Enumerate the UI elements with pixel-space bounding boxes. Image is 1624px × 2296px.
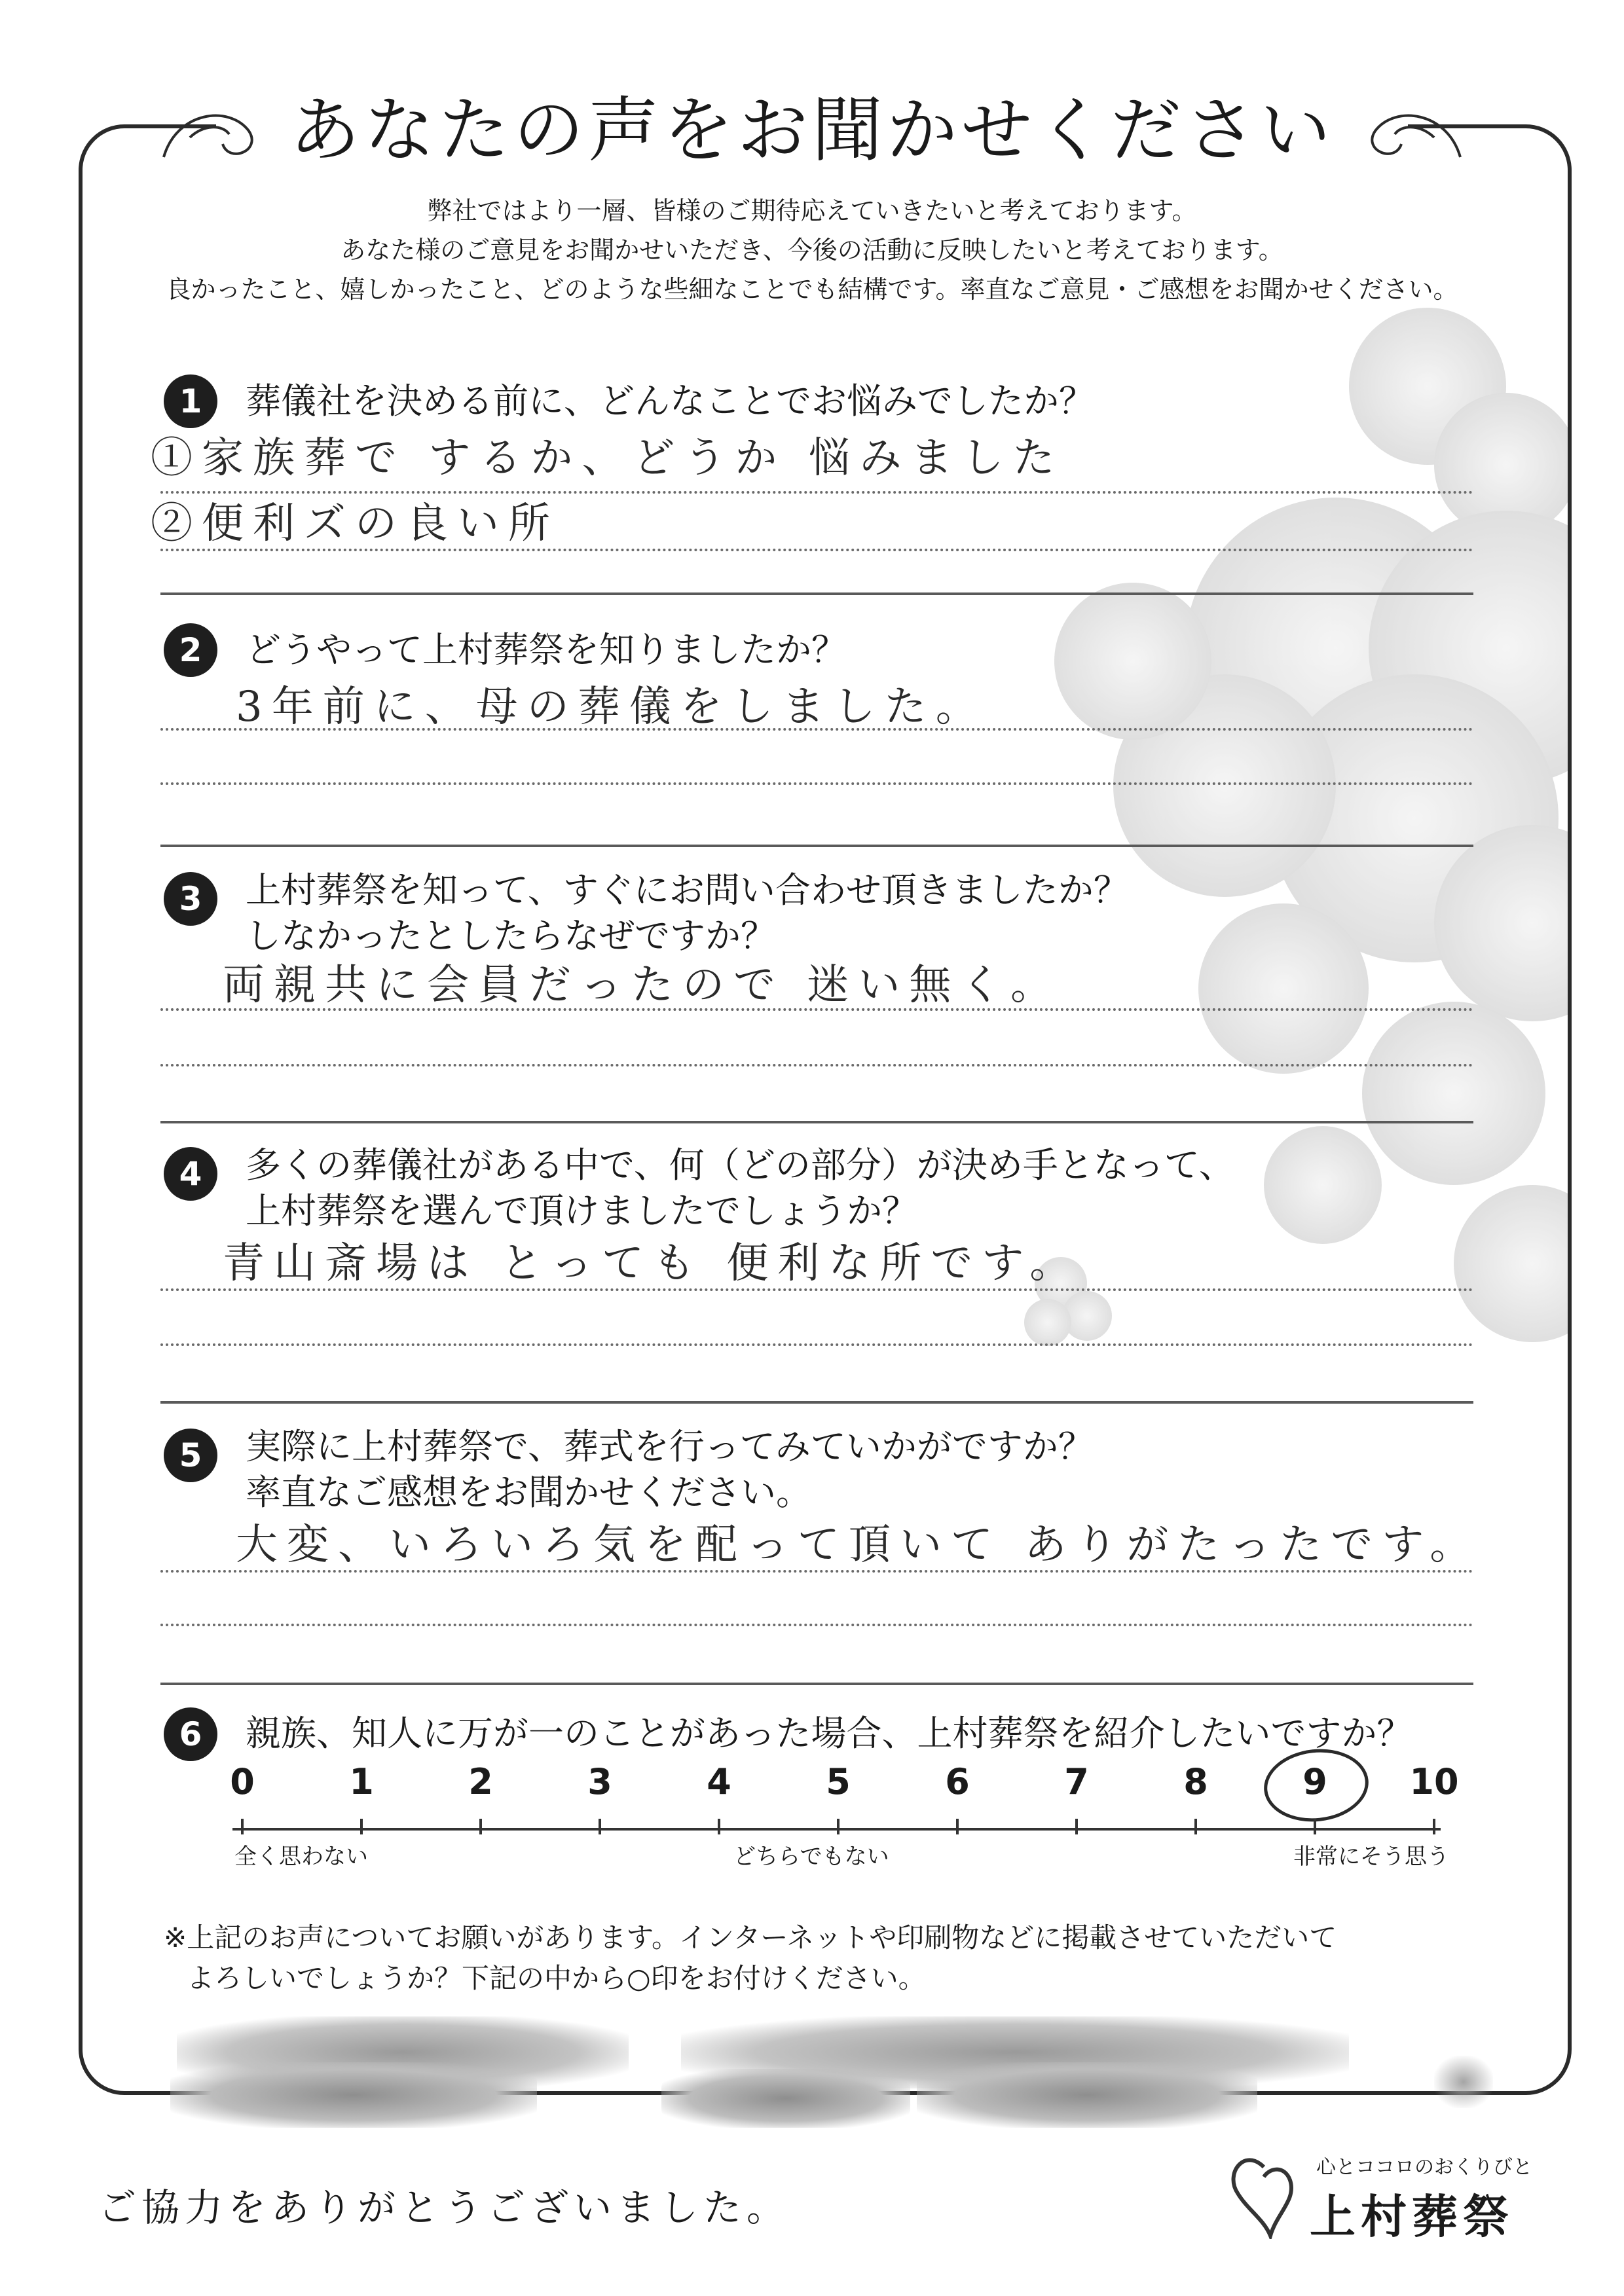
intro-line: 弊社ではより一層、皆様のご期待応えていきたいと考えております。 xyxy=(427,196,1197,225)
answer-line xyxy=(160,1570,1473,1573)
answer-line xyxy=(160,782,1473,785)
handwritten-answer: ①家族葬で するか、どうか 悩みました xyxy=(151,434,1064,483)
handwritten-answer: 3年前に、母の葬儀をしました。 xyxy=(236,683,987,731)
scale-low-label: 全く思わない xyxy=(234,1844,368,1870)
handwritten-answer: 青山斎場は とっても 便利な所です。 xyxy=(223,1239,1081,1288)
question-text: 多くの葬儀社がある中で、何（どの部分）が決め手となって、 xyxy=(246,1144,1234,1186)
answer-line xyxy=(160,1064,1473,1066)
question-number-badge: 6 xyxy=(164,1707,217,1761)
answer-line xyxy=(160,1343,1473,1346)
scale-option-8[interactable]: 8 xyxy=(1183,1761,1208,1802)
redacted-area xyxy=(170,2062,537,2128)
question-text: 親族、知人に万が一のことがあった場合、上村葬祭を紹介したいですか？ xyxy=(246,1713,1412,1754)
heart-logo-icon xyxy=(1225,2147,1297,2239)
question-text: しなかったとしたらなぜですか？ xyxy=(246,915,776,957)
question-text: 率直なご感想をお聞かせください。 xyxy=(246,1472,811,1513)
intro-line: 良かったこと、嬉しかったこと、どのような些細なことでも結構です。率直なご意見・ご感想をお聞かせください。 xyxy=(166,275,1458,304)
scale-tick xyxy=(718,1819,720,1834)
footer-thanks: ご協力をありがとうございました。 xyxy=(98,2185,790,2230)
scale-option-1[interactable]: 1 xyxy=(349,1761,374,1802)
answer-line xyxy=(160,1008,1473,1011)
question-text: 上村葬祭を選んで頂けましたでしょうか？ xyxy=(246,1190,917,1231)
page-title: あなたの声をお聞かせください xyxy=(289,90,1335,172)
scale-tick xyxy=(1075,1819,1078,1834)
section-divider xyxy=(160,1121,1473,1123)
intro-line: あなた様のご意見をお聞かせいただき、今後の活動に反映したいと考えております。 xyxy=(341,236,1283,264)
scale-option-2[interactable]: 2 xyxy=(468,1761,493,1802)
handwritten-answer: 両親共に会員だったので 迷い無く。 xyxy=(223,961,1062,1010)
scale-option-7[interactable]: 7 xyxy=(1064,1761,1089,1802)
question-number-badge: 3 xyxy=(164,872,217,926)
answer-line xyxy=(160,491,1473,494)
handwritten-answer: 大変、いろいろ気を配って頂いて ありがたったです。 xyxy=(236,1521,1481,1569)
handwritten-answer: ②便利ズの良い所 xyxy=(151,500,559,548)
scale-tick xyxy=(1433,1819,1435,1834)
scale-tick xyxy=(599,1819,601,1834)
section-divider xyxy=(160,1683,1473,1685)
scale-option-5[interactable]: 5 xyxy=(826,1761,851,1802)
question-text: 上村葬祭を知って、すぐにお問い合わせ頂きましたか？ xyxy=(246,869,1129,911)
question-number-badge: 5 xyxy=(164,1429,217,1482)
scale-option-6[interactable]: 6 xyxy=(945,1761,970,1802)
question-text: どうやって上村葬祭を知りましたか？ xyxy=(246,629,847,670)
scale-tick xyxy=(1314,1819,1316,1834)
question-number-badge: 1 xyxy=(164,374,217,428)
redacted-area xyxy=(661,2069,910,2128)
scale-option-3[interactable]: 3 xyxy=(587,1761,612,1802)
answer-line xyxy=(160,1624,1473,1626)
section-divider xyxy=(160,1401,1473,1404)
question-number-badge: 2 xyxy=(164,623,217,677)
permission-note: よろしいでしょうか？下記の中から○印をお付けください。 xyxy=(187,1962,926,1994)
scale-tick xyxy=(837,1819,840,1834)
scale-option-9[interactable]: 9 xyxy=(1302,1761,1327,1802)
answer-line xyxy=(160,728,1473,731)
scale-tick xyxy=(1194,1819,1197,1834)
redacted-area xyxy=(917,2062,1257,2128)
answer-line xyxy=(160,1288,1473,1291)
scale-tick xyxy=(479,1819,482,1834)
logo-tagline: 心とココロのおくりびと xyxy=(1316,2156,1532,2179)
logo-name: 上村葬祭 xyxy=(1310,2190,1514,2244)
question-text: 実際に上村葬祭で、葬式を行ってみていかがですか？ xyxy=(246,1426,1094,1467)
scale-mid-label: どちらでもない xyxy=(733,1844,889,1870)
answer-line xyxy=(160,549,1473,551)
redacted-area xyxy=(1434,2056,1493,2108)
permission-note: ※上記のお声についてお願いがあります。インターネットや印刷物などに掲載させていただいて xyxy=(164,1922,1337,1954)
question-text: 葬儀社を決める前に、どんなことでお悩みでしたか？ xyxy=(246,380,1094,422)
scale-option-0[interactable]: 0 xyxy=(230,1761,255,1802)
scale-tick xyxy=(360,1819,363,1834)
scale-tick xyxy=(956,1819,959,1834)
scale-tick xyxy=(241,1819,244,1834)
section-divider xyxy=(160,845,1473,847)
scale-option-10[interactable]: 10 xyxy=(1409,1761,1459,1802)
question-number-badge: 4 xyxy=(164,1147,217,1201)
scale-option-4[interactable]: 4 xyxy=(707,1761,731,1802)
scale-high-label: 非常にそう思う xyxy=(1293,1844,1449,1870)
section-divider xyxy=(160,592,1473,595)
